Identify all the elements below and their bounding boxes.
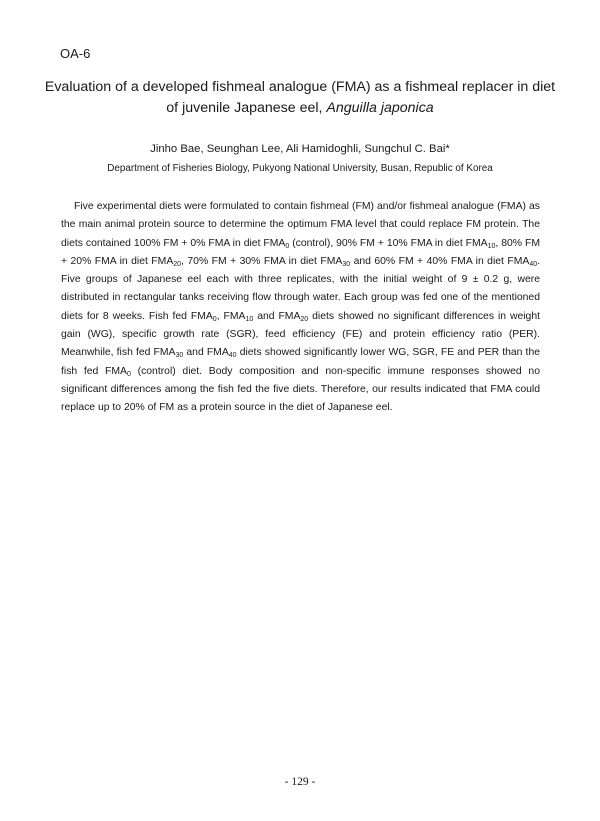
abstract-text: . Five groups of Japanese eel each with three replicates, with the initial weight of 9 ± 0.2 g, were distributed in rectangular tanks receiving flow through water. Each group was fed one of the mentioned diets for 8 weeks. Fish fed FMA (61, 255, 540, 322)
subscript: 0 (212, 315, 217, 323)
abstract-text: and FMA (183, 347, 229, 359)
abstract-text: and 60% FM + 40% FMA in diet FMA (350, 255, 530, 267)
author-list: Jinho Bae, Seunghan Lee, Ali Hamidoghli, Sungchul C. Bai* (150, 143, 450, 155)
page-number: - 129 - (284, 776, 316, 788)
subscript: 30 (175, 352, 184, 360)
subscript: 20 (300, 315, 309, 323)
paper-title (40, 77, 560, 119)
abstract-text: (control) diet. Body composition and non-specific immune responses showed no significant differences among the fish fed the five diets. Therefore, our results indicated that FMA could replace up to 20% of FM as a protein source in the diet of Japanese eel. (61, 365, 540, 414)
subscript: 0 (126, 370, 131, 378)
abstract-text: , FMA (216, 310, 246, 322)
subscript: 10 (487, 242, 496, 250)
subscript: 30 (342, 260, 351, 268)
subscript: 40 (228, 352, 237, 360)
subscript: 40 (529, 260, 538, 268)
abstract-text: diets showed no significant differences in weight gain (WG), specific growth rate (SGR), feed efficiency (FE) and protein efficiency ratio (PER). Meanwhile, fish fed FMA (61, 310, 541, 359)
abstract-text: , 70% FM + 30% FMA in diet FMA (181, 255, 343, 267)
abstract-code: OA-6 (60, 46, 91, 61)
abstract-text: (control), 90% FM + 10% FMA in diet FMA (289, 237, 488, 249)
title-main: Evaluation of a developed fishmeal analogue (FMA) as a fishmeal replacer in diet of juvenile Japanese eel, (44, 79, 556, 116)
abstract-text: diets showed significantly lower WG, SGR, FE and PER than the fish fed FMA (61, 347, 541, 377)
subscript: 0 (285, 242, 290, 250)
subscript: 20 (173, 260, 182, 268)
abstract-text: and FMA (253, 310, 301, 322)
abstract-body (61, 198, 540, 418)
abstract-text: , 80% FM + 20% FMA in diet FMA (61, 237, 540, 267)
subscript: 10 (245, 315, 254, 323)
affiliation: Department of Fisheries Biology, Pukyong National University, Busan, Republic of Korea (107, 163, 493, 174)
title-species: Anguilla japonica (326, 100, 434, 116)
abstract-text: Five experimental diets were formulated to contain fishmeal (FM) and/or fishmeal analogue (FMA) as the main animal protein source to determine the optimum FMA level that could replace FM protein. The diets contained 100% FM + 0% FMA in diet FMA (61, 201, 540, 249)
